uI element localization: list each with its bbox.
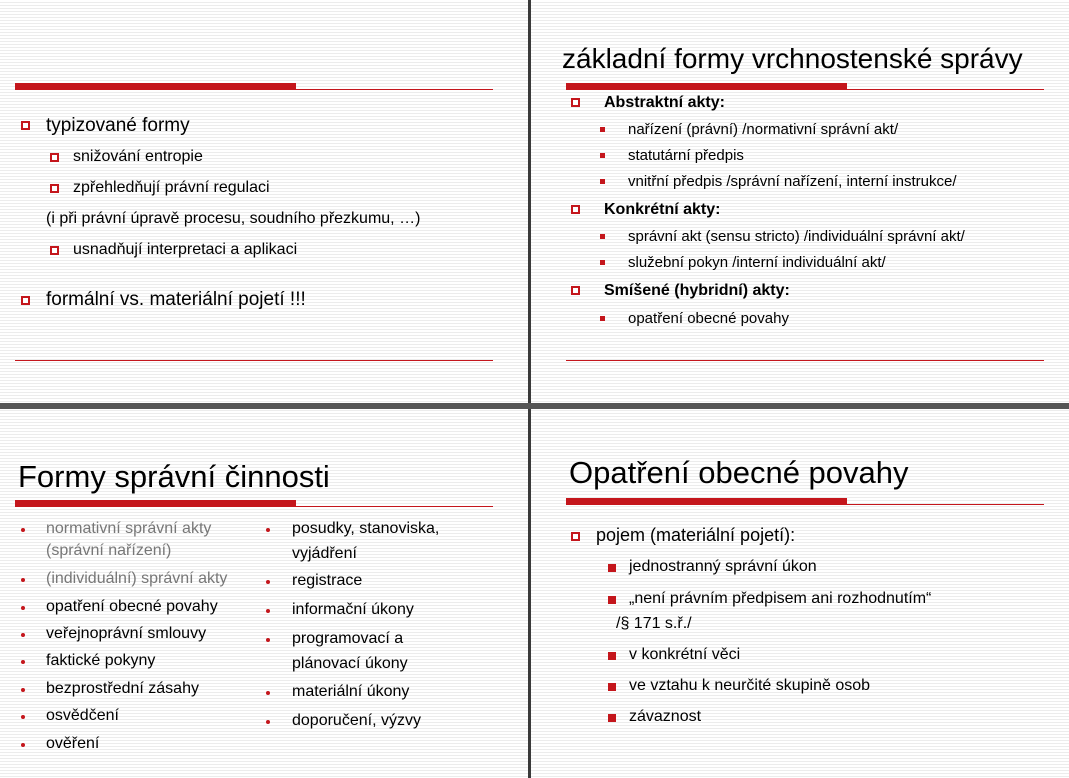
list-item: opatření obecné povahy [628,310,789,327]
vertical-divider [528,0,531,778]
square-bullet-icon [600,260,605,265]
slide-typizovane-formy [0,0,528,403]
bullet-dot-icon [21,715,25,719]
square-bullet-icon [600,234,605,239]
list-item: normativní správní akty [46,520,212,537]
list-item-continued: (správní nařízení) [46,542,172,559]
hollow-square-bullet-icon [50,184,59,193]
list-item-continued: /§ 171 s.ř./ [616,615,692,632]
slide-formy-spravni-cinnosti [0,409,528,778]
list-item: faktické pokyny [46,652,156,669]
slide-title: Opatření obecné povahy [569,455,909,490]
slide-zakladni-formy [531,0,1069,403]
title-rule [566,504,1044,505]
hollow-square-bullet-icon [571,98,580,107]
slide-opatreni-obecne-povahy [531,409,1069,778]
list-item: zpřehledňují právní regulaci [73,179,270,196]
list-note: (i při právní úpravě procesu, soudního přezkumu, …) [46,210,421,227]
list-item: veřejnoprávní smlouvy [46,625,207,642]
bullet-dot-icon [266,720,270,724]
title-rule [566,89,1044,90]
list-item: osvědčení [46,707,119,724]
group-heading: Konkrétní akty: [604,201,721,218]
bullet-dot-icon [21,743,25,747]
list-item: ve vztahu k neurčité skupině osob [629,677,871,694]
list-item: služební pokyn /interní individuální akt/ [628,254,886,271]
bullet-dot-icon [21,633,25,637]
list-item: závaznost [629,708,702,725]
square-bullet-icon [608,714,616,722]
bullet-dot-icon [266,580,270,584]
list-item: typizované formy [46,115,190,136]
hollow-square-bullet-icon [50,246,59,255]
square-bullet-icon [600,127,605,132]
list-item: ověření [46,735,100,752]
hollow-square-bullet-icon [571,286,580,295]
bullet-dot-icon [21,578,25,582]
bullet-dot-icon [266,528,270,532]
footer-rule [566,360,1044,361]
slide-title: základní formy vrchnostenské správy [562,43,1023,74]
square-bullet-icon [608,596,616,604]
list-item: vnitřní předpis /správní nařízení, interní instrukce/ [628,173,957,190]
square-bullet-icon [608,652,616,660]
bullet-dot-icon [21,660,25,664]
hollow-square-bullet-icon [571,205,580,214]
slide-title: Formy správní činnosti [18,459,330,494]
list-item-continued: vyjádření [292,545,357,562]
list-item: nařízení (právní) /normativní správní akt/ [628,121,899,138]
hollow-square-bullet-icon [21,296,30,305]
list-item: informační úkony [292,601,414,618]
square-bullet-icon [608,564,616,572]
list-item: správní akt (sensu stricto) /individuální správní akt/ [628,228,965,245]
list-item: (individuální) správní akty [46,570,228,587]
list-item: v konkrétní věci [629,646,741,663]
square-bullet-icon [608,683,616,691]
bullet-dot-icon [21,528,25,532]
bullet-dot-icon [266,609,270,613]
title-rule [15,89,493,90]
square-bullet-icon [600,316,605,321]
bullet-dot-icon [21,606,25,610]
footer-rule [15,360,493,361]
list-item: programovací a [292,630,404,647]
bullet-dot-icon [266,691,270,695]
list-item-continued: plánovací úkony [292,655,408,672]
group-heading: Abstraktní akty: [604,94,725,111]
list-item: „není právním předpisem ani rozhodnutím“ [629,590,932,607]
list-item: opatření obecné povahy [46,598,218,615]
list-item: formální vs. materiální pojetí !!! [46,289,306,310]
list-item: posudky, stanoviska, [292,520,440,537]
hollow-square-bullet-icon [21,121,30,130]
list-item: snižování entropie [73,148,203,165]
list-item: pojem (materiální pojetí): [596,525,796,545]
list-item: bezprostřední zásahy [46,680,199,697]
bullet-dot-icon [266,638,270,642]
list-item: materiální úkony [292,683,410,700]
group-heading: Smíšené (hybridní) akty: [604,282,790,299]
square-bullet-icon [600,153,605,158]
bullet-dot-icon [21,688,25,692]
list-item: jednostranný správní úkon [629,558,817,575]
square-bullet-icon [600,179,605,184]
list-item: doporučení, výzvy [292,712,421,729]
title-rule [15,506,493,507]
horizontal-divider [0,403,1069,409]
list-item: registrace [292,572,363,589]
list-item: usnadňují interpretaci a aplikaci [73,241,298,258]
list-item: statutární předpis [628,147,744,164]
hollow-square-bullet-icon [571,532,580,541]
hollow-square-bullet-icon [50,153,59,162]
